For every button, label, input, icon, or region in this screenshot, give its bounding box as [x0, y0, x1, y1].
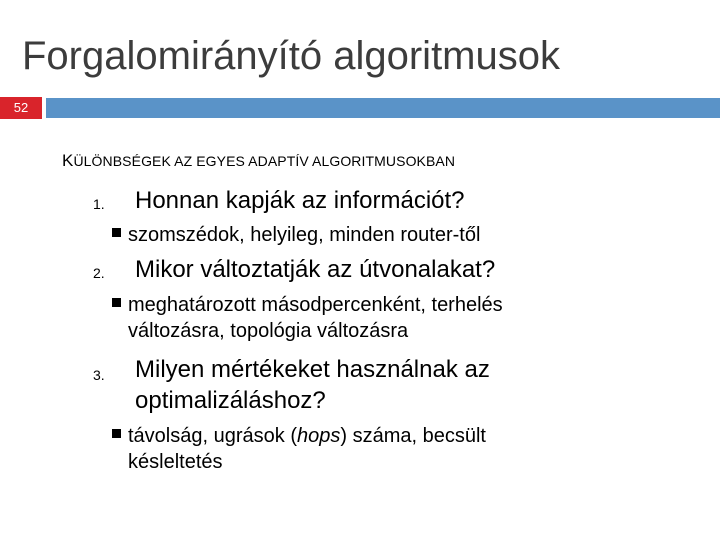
bullet-square-icon: [112, 298, 121, 307]
item-number: 2.: [93, 265, 105, 281]
bullet-item: [112, 423, 486, 449]
question-text-continued: optimalizáláshoz?: [135, 387, 326, 414]
bullet-item: [112, 222, 480, 248]
question-text: Milyen mértékeket használnak az: [135, 356, 490, 383]
bullet-text: szomszédok, helyileg, minden router-től: [128, 224, 481, 246]
bullet-text-continued: késleltetés: [128, 451, 223, 473]
page-number-badge: 52: [0, 97, 42, 119]
bullet-text-end: ) száma, becsült: [340, 425, 486, 447]
slide-title: Forgalomirányító algoritmusok: [22, 34, 560, 78]
bullet-item: [112, 292, 503, 318]
question-text: Mikor változtatják az útvonalakat?: [135, 256, 496, 283]
item-number: 1.: [93, 196, 105, 212]
bullet-square-icon: [112, 228, 121, 237]
question-text: Honnan kapják az információt?: [135, 187, 465, 214]
bullet-text: távolság, ugrások (: [128, 425, 297, 447]
bullet-text-continued: változásra, topológia változásra: [128, 320, 409, 342]
bullet-text: meghatározott másodpercenként, terhelés: [128, 294, 503, 316]
section-heading: [62, 151, 455, 171]
bullet-emphasis: hops: [296, 425, 341, 447]
heading-initial: K: [62, 151, 74, 170]
title-divider-bar: [0, 97, 720, 119]
bullet-square-icon: [112, 429, 121, 438]
accent-strip: [46, 98, 720, 118]
heading-text: ÜLÖNBSÉGEK AZ EGYES ADAPTÍV ALGORITMUSOKBAN: [73, 153, 456, 169]
item-number: 3.: [93, 367, 105, 383]
